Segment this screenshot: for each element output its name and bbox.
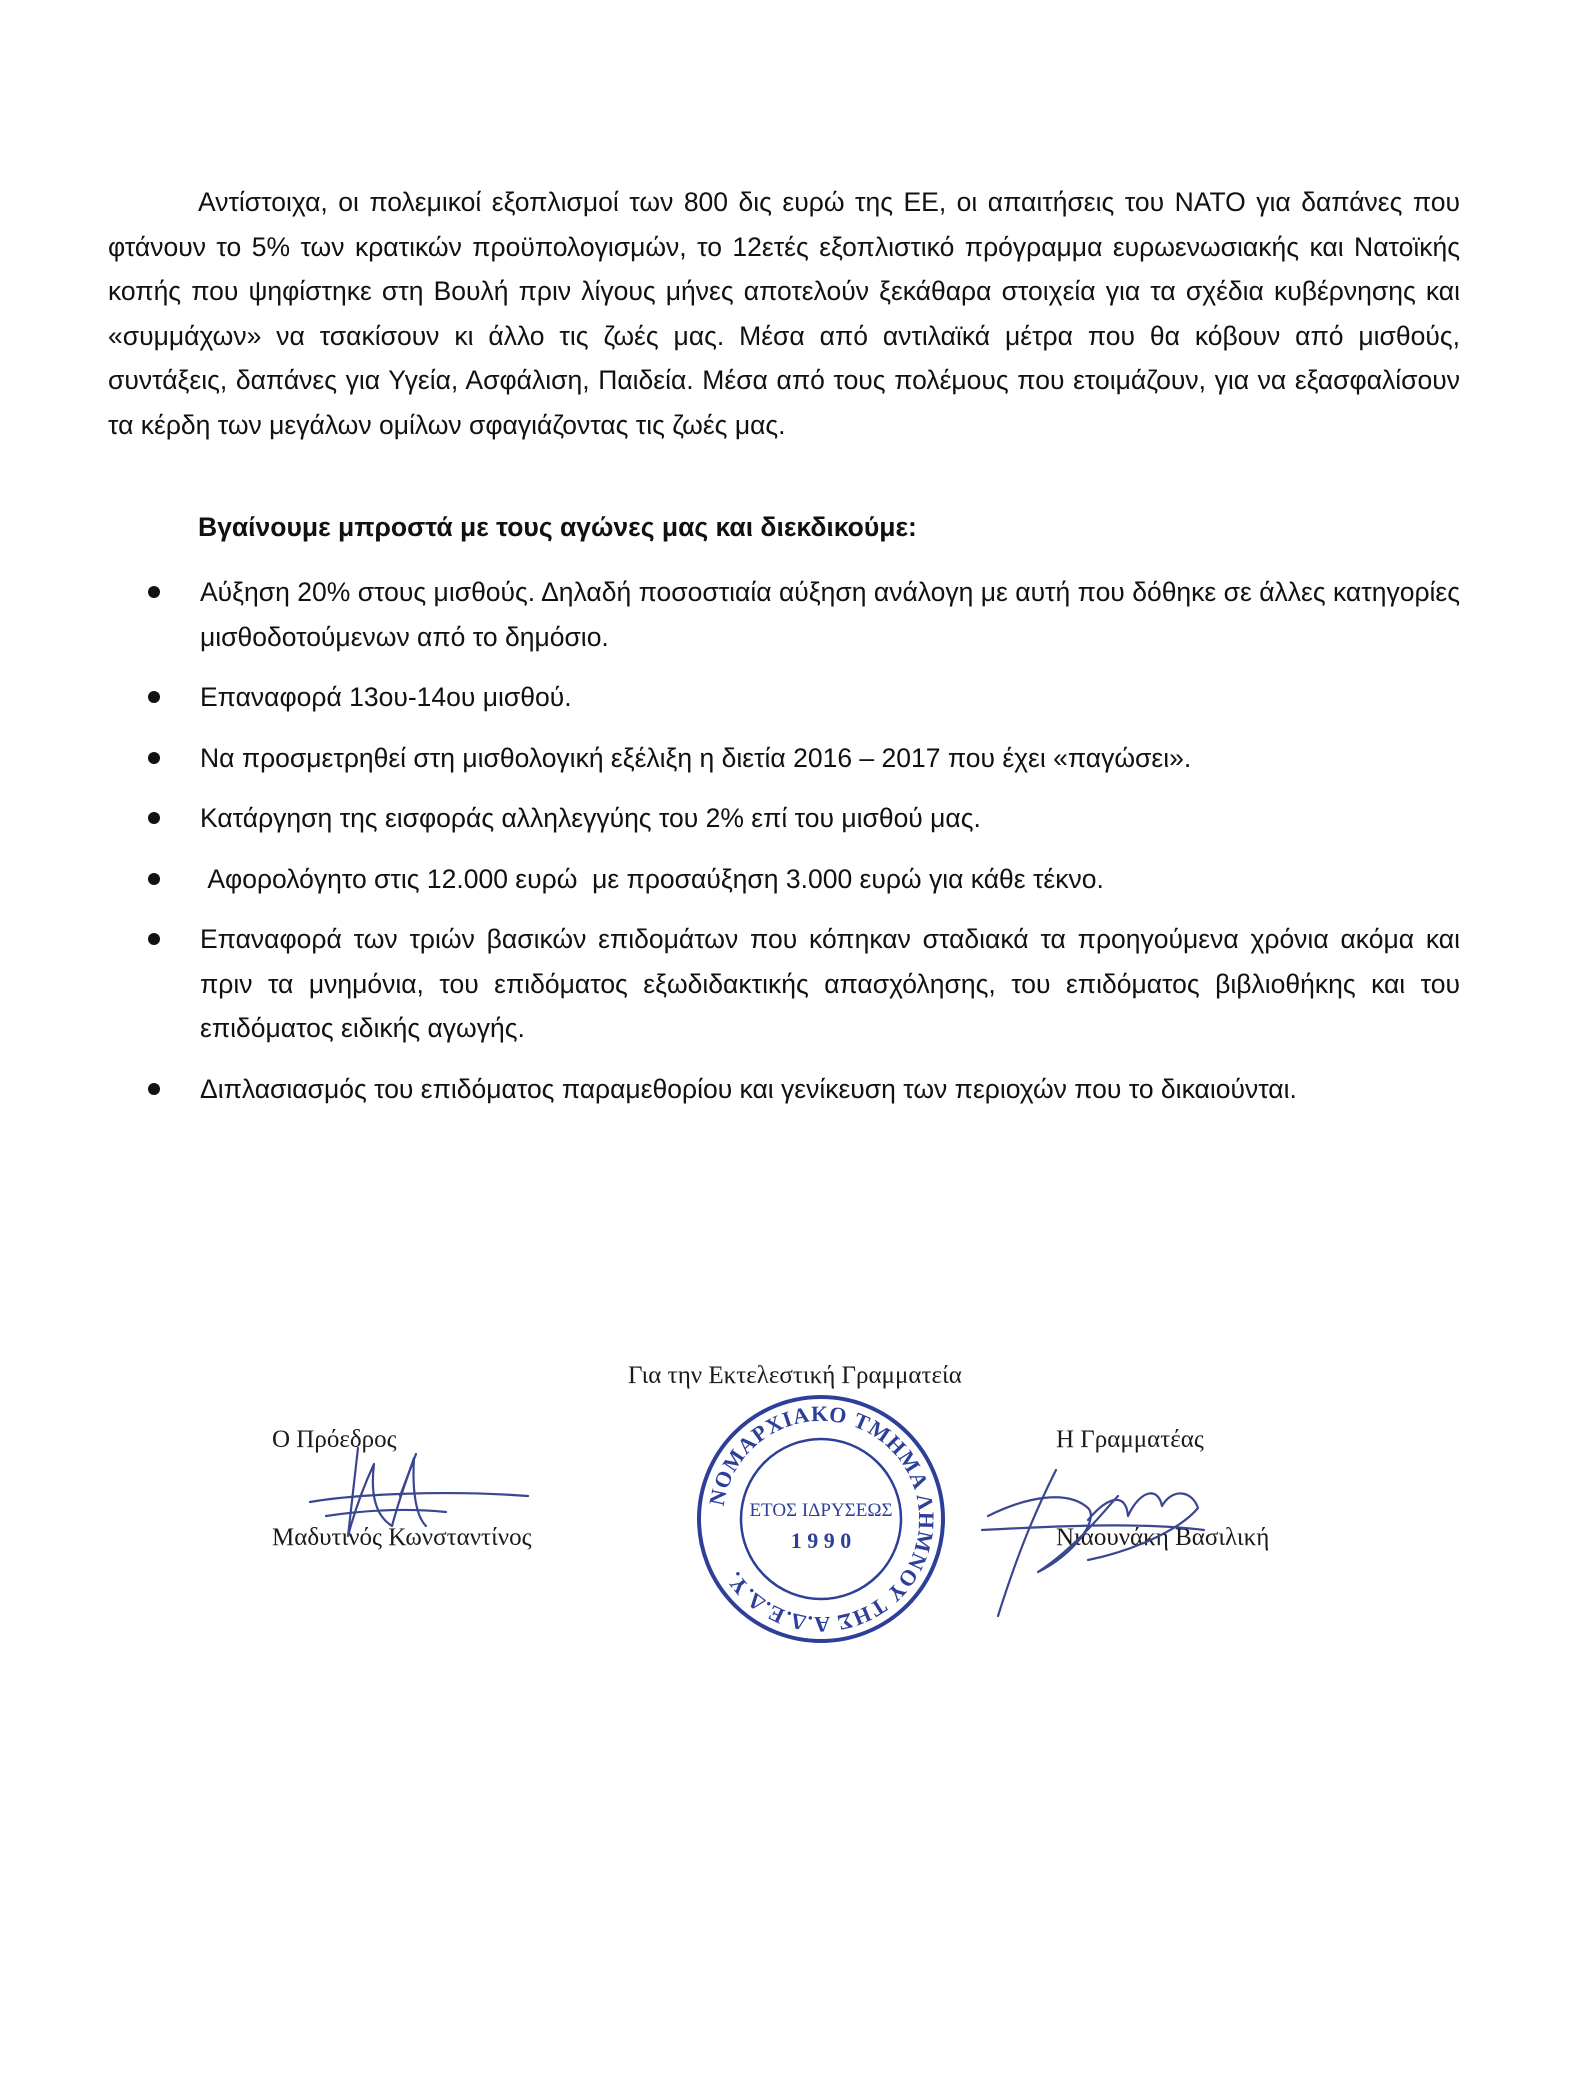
secretary-name: Νιαουνάκη Βασιλική <box>1056 1524 1270 1551</box>
bullet-icon <box>148 812 160 824</box>
list-item: Διπλασιασμός του επιδόματος παραμεθορίου και γενίκευση των περιοχών που το δικαιούνται. <box>148 1067 1460 1112</box>
demands-lead: Βγαίνουμε μπροστά με τους αγώνες μας και διεκδικούμε: <box>198 512 917 542</box>
bullet-icon <box>148 586 160 598</box>
list-item: Αφορολόγητο στις 12.000 ευρώ με προσαύξηση 3.000 ευρώ για κάθε τέκνο. <box>148 857 1460 902</box>
stamp-year: 1 9 9 0 <box>790 1528 852 1553</box>
president-name: Μαδυτινός Κωνσταντίνος <box>272 1524 532 1551</box>
bullet-icon <box>148 933 160 945</box>
stamp-founded-label: ΕΤΟΣ ΙΔΡΥΣΕΩΣ <box>749 1500 893 1521</box>
association-stamp <box>694 1392 948 1646</box>
list-item: Να προσμετρηθεί στη μισθολογική εξέλιξη η διετία 2016 – 2017 που έχει «παγώσει». <box>148 736 1460 781</box>
demands-list <box>148 570 1460 1127</box>
bullet-icon <box>148 873 160 885</box>
list-item: Επαναφορά 13ου-14ου μισθού. <box>148 675 1460 720</box>
signatures-heading: Για την Εκτελεστική Γραμματεία <box>628 1362 962 1389</box>
president-label: Ο Πρόεδρος <box>272 1426 397 1453</box>
list-item: Επαναφορά των τριών βασικών επιδομάτων που κόπηκαν σταδιακά τα προηγούμενα χρόνια ακόμα και πριν τα μνημόνια, του επιδόματος εξωδιδακτικής απασχόλησης, του επιδόματος βιβλιοθήκης και του επιδόματος ειδικής αγωγής. <box>148 917 1460 1051</box>
list-item: Αύξηση 20% στους μισθούς. Δηλαδή ποσοστιαία αύξηση ανάλογη με αυτή που δόθηκε σε άλλες κατηγορίες μισθοδοτούμενων από το δημόσιο. <box>148 570 1460 659</box>
intro-paragraph: Αντίστοιχα, οι πολεμικοί εξοπλισμοί των 800 δις ευρώ της ΕΕ, οι απαιτήσεις του ΝΑΤΟ για δαπάνες που φτάνουν το 5% των κρατικών προϋπολογισμών, το 12ετές εξοπλιστικό πρόγραμμα ευρωενωσιακής και Νατοϊκής κοπής που ψηφίστηκε στη Βουλή πριν λίγους μήνες αποτελούν ξεκάθαρα στοιχεία για τα σχέδια κυβέρνησης και «συμμάχων» να τσακίσουν κι άλλο τις ζωές μας. Μέσα από αντιλαϊκά μέτρα που θα κόβουν από μισθούς, συντάξεις, δαπάνες για Υγεία, Ασφάλιση, Παιδεία. Μέσα από τους πολέμους που ετοιμάζουν, για να εξασφαλίσουν τα κέρδη των μεγάλων ομίλων σφαγιάζοντας τις ζωές μας. <box>108 187 1460 440</box>
list-item: Κατάργηση της εισφοράς αλληλεγγύης του 2% επί του μισθού μας. <box>148 796 1460 841</box>
president-signature <box>296 1436 536 1546</box>
bullet-icon <box>148 752 160 764</box>
secretary-label: Η Γραμματέας <box>1056 1426 1204 1453</box>
body-text <box>108 180 1460 447</box>
bullet-icon <box>148 691 160 703</box>
bullet-icon <box>148 1083 160 1095</box>
secretary-signature <box>968 1456 1208 1626</box>
stamp-ring-text: ΝΟΜΑΡΧΙΑΚΟ ΤΜΗΜΑ ΛΗΜΝΟΥ ΤΗΣ Α.Δ.Ε.Δ.Υ. <box>703 1400 940 1638</box>
